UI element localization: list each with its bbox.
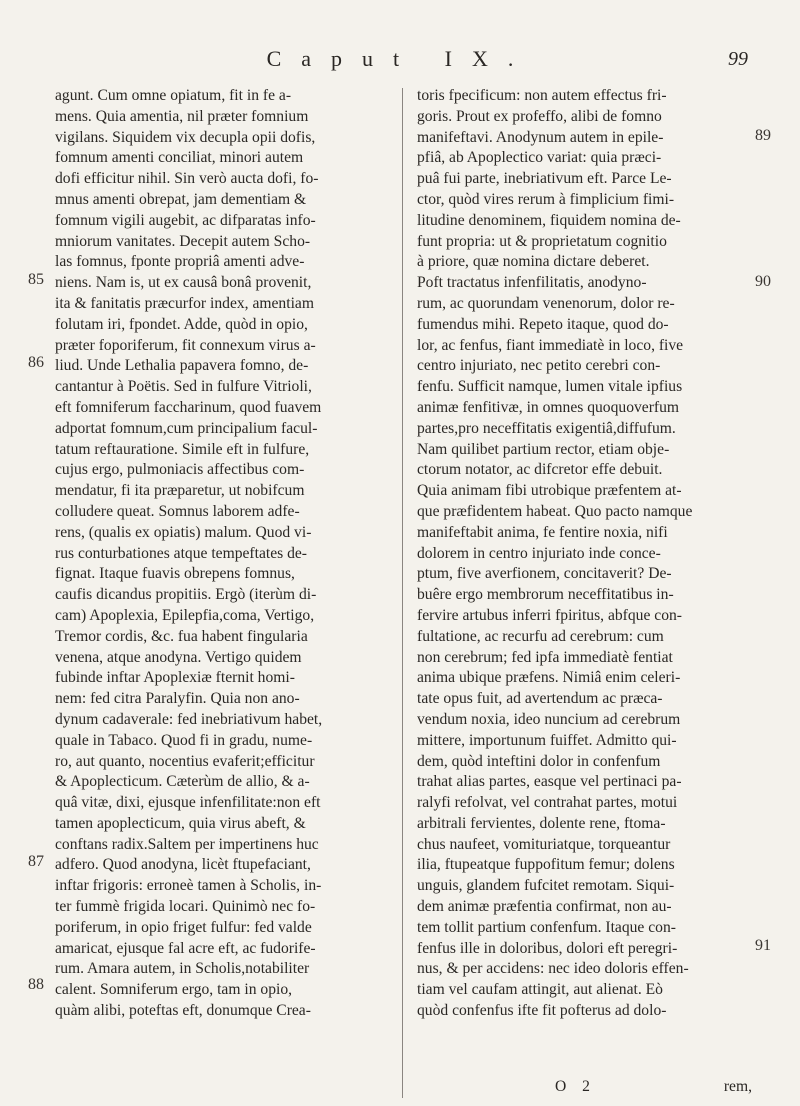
text-line: mittere, importunum fuiffet. Admitto qui- (417, 731, 677, 749)
text-line: ro, aut quanto, nocentius evaferit;efficitur (55, 752, 315, 770)
text-line: dofi efficitur nihil. Sin verò aucta dofi, fo- (55, 170, 319, 188)
text-line: que præfidentem habeat. Quo pacto namque (417, 502, 693, 520)
text-line: pfiâ, ab Apoplectico variat: quia præci- (417, 149, 662, 167)
text-line: unguis, glandem fufcitet remotam. Siqui- (417, 877, 675, 895)
text-line: fignat. Itaque fuavis obrepens fomnus, (55, 565, 295, 583)
text-line: mnus amenti obrepat, jam dementiam & (55, 190, 307, 208)
text-line: venena, atque anodyna. Vertigo quidem (55, 648, 302, 666)
text-line: à priore, quæ nomina dictare deberet. (417, 253, 650, 271)
text-line: rum, ac quorundam venenorum, dolor re- (417, 294, 675, 312)
text-line: arbitrali fervientes, dolente rene, ftoma- (417, 814, 666, 832)
signature-mark: O 2 (555, 1078, 596, 1095)
text-line: mendatur, fi ita præparetur, ut nobifcum (55, 482, 305, 500)
text-line: nem: fed citra Paralyfin. Quia non ano- (55, 690, 300, 708)
text-line: rum. Amara autem, in Scholis,notabiliter (55, 960, 310, 978)
text-line: tatum reftauratione. Simile eft in fulfure, (55, 440, 310, 458)
text-line: ita & fanitatis præcurfor index, amentiam (55, 294, 314, 312)
column-divider (402, 88, 403, 1098)
text-line: centro injuriato, nec petito cerebri con- (417, 357, 661, 375)
text-line: adportat fomnum,cum principalium facul- (55, 419, 318, 437)
text-line: non cerebrum; fed ipfa immediatè fentiat (417, 648, 673, 666)
text-line: ctorum notator, ac difcretor effe debuit. (417, 461, 663, 479)
page-number: 99 (728, 48, 748, 70)
text-line: agunt. Cum omne opiatum, fit in fe a- (55, 87, 292, 104)
text-line: mniorum vanitates. Decepit autem Scho- (55, 232, 311, 250)
text-line: Poft tractatus infenfilitatis, anodyno- (417, 274, 647, 292)
text-line: cantantur à Poëtis. Sed in fulfure Vitrioli, (55, 378, 312, 396)
text-line: nus, & per accidens: nec ideo doloris effen- (417, 960, 689, 978)
text-line: vendum noxia, ideo nuncium ad cerebrum (417, 710, 681, 728)
text-line: fumendus mihi. Repeto itaque, quod do- (417, 315, 669, 333)
text-line: tate opus fuit, ad avertendum ac præca- (417, 690, 663, 708)
margin-number-87: 87 (28, 853, 44, 870)
text-line: fomnum vigili augebit, ac difparatas info- (55, 211, 316, 229)
margin-number-88: 88 (28, 976, 44, 993)
text-line: animæ fenfitivæ, in omnes quoquoverfum (417, 398, 680, 416)
text-line: ter fummè frigida locari. Quinimò nec fo- (55, 898, 316, 916)
text-line: anima ubique præfens. Nimiâ enim celeri- (417, 669, 681, 687)
margin-number-90: 90 (755, 273, 771, 290)
text-line: chus naufeet, vomituriatque, torqueantur (417, 835, 671, 853)
text-line: buêre ergo membrorum neceffitatibus in- (417, 586, 674, 604)
text-line: mens. Quia amentia, nil præter fomnium (55, 107, 309, 125)
text-line: tamen apoplecticum, quia virus abeft, & (55, 814, 306, 832)
text-line: trahat alias partes, easque vel pertinaci pa- (417, 773, 682, 791)
text-line: conftans radix.Saltem per impertinens huc (55, 835, 319, 853)
text-line: quòd confenfus ifte fit pofterus ad dolo- (417, 1002, 667, 1020)
text-line: fomnum amenti conciliat, minori autem (55, 149, 304, 167)
margin-number-91: 91 (755, 937, 771, 954)
text-line: rens, (qualis ex opiatis) malum. Quod vi- (55, 523, 312, 541)
running-head: Caput IX. (266, 46, 534, 71)
text-line: quale in Tabaco. Quod fi in gradu, nume- (55, 731, 313, 749)
text-line: folutam iri, fpondet. Adde, quòd in opio, (55, 315, 308, 333)
text-line: colludere queat. Somnus laborem adfe- (55, 502, 300, 520)
text-line: Quia animam fibi utrobique præfentem at- (417, 482, 682, 500)
text-line: quâ vitæ, dixi, ejusque infenfilitate:non eft (55, 794, 321, 812)
text-line: ptum, five averfionem, concitaverit? De- (417, 565, 672, 583)
text-line: liud. Unde Lethalia papavera fomno, de- (55, 357, 309, 375)
text-line: lor, ac fenfus, fiant immediatè in loco, five (417, 336, 684, 354)
text-line: fervire artubus inferri fpiritus, abfque con- (417, 606, 682, 624)
page-header (0, 46, 800, 80)
text-line: fenfus ille in doloribus, dolori eft peregri- (417, 939, 678, 957)
text-line: ralyfi refolvat, vel contrahat partes, motui (417, 794, 678, 812)
text-line: partes,pro neceffitatis exigentiâ,diffufum. (417, 419, 676, 437)
text-line: las fomnus, fponte propriâ amenti adve- (55, 253, 305, 271)
text-line: inftar frigoris: erroneè tamen à Scholis, in- (55, 877, 322, 895)
text-line: fubinde inftar Apoplexiæ fternit homi- (55, 669, 295, 687)
text-line: dem animæ præfentia confirmat, non au- (417, 898, 672, 916)
text-line: ilia, ftupeatque fuppofitum femur; dolens (417, 856, 675, 874)
text-line: manifeftabit anima, fe fentire noxia, nifi (417, 523, 668, 541)
text-line: funt propria: ut & proprietatum cognitio (417, 232, 667, 250)
text-line: fenfu. Sufficit namque, lumen vitale ipfius (417, 378, 683, 396)
text-line: manifeftavi. Anodynum autem in epile- (417, 128, 664, 146)
right-column (417, 86, 752, 1022)
text-line: goris. Prout ex profeffo, alibi de fomno (417, 107, 662, 125)
text-line: puâ fui parte, inebriativum eft. Parce Le- (417, 170, 672, 188)
catchword: rem, (723, 1078, 752, 1095)
text-line: adfero. Quod anodyna, licèt ftupefaciant, (55, 856, 311, 874)
text-line: cam) Apoplexia, Epilepfia,coma, Vertigo, (55, 606, 315, 624)
text-line: niens. Nam is, ut ex causâ bonâ provenit, (55, 274, 312, 292)
margin-number-85: 85 (28, 271, 44, 288)
text-line: fultatione, ac recurfu ad cerebrum: cum (417, 627, 664, 645)
text-line: vigilans. Siquidem vix decupla opii dofis, (55, 128, 316, 146)
text-line: quàm alibi, poteftas eft, donumque Crea- (55, 1002, 311, 1020)
page-footer (417, 1078, 752, 1100)
text-line: eft fomniferum faccharinum, quod fuavem (55, 398, 322, 416)
text-line: ctor, quòd vires rerum à fimplicium fimi- (417, 190, 675, 208)
text-line: dynum cadaverale: fed inebriativum habet, (55, 710, 323, 728)
text-line: & Apoplecticum. Cæterùm de allio, & a- (55, 773, 310, 791)
text-line: toris fpecificum: non autem effectus fri- (417, 87, 667, 104)
margin-number-89: 89 (755, 127, 771, 144)
text-line: Tremor cordis, &c. fua habent fingularia (55, 627, 308, 645)
text-line: tem tollit partium confenfum. Itaque con- (417, 918, 676, 936)
text-line: amaricat, ejusque fal acre eft, ac fudorife- (55, 939, 316, 957)
text-line: tiam vel caufam attingit, aut alienat. Eò (417, 981, 663, 999)
text-line: calent. Somniferum ergo, tam in opio, (55, 981, 293, 999)
text-line: poriferum, in opio friget fulfur: fed valde (55, 918, 312, 936)
text-line: caufis dicandus propitiis. Ergò (iterùm di- (55, 586, 317, 604)
text-line: litudine denominem, fiquidem nomina de- (417, 211, 681, 229)
margin-number-86: 86 (28, 354, 44, 371)
text-line: dem, quòd inteftini dolor in confenfum (417, 752, 661, 770)
text-line: præter foporiferum, fit connexum virus a- (55, 336, 316, 354)
text-line: Nam quilibet partium rector, etiam obje- (417, 440, 670, 458)
text-line: dolorem in centro injuriato inde conce- (417, 544, 661, 562)
text-line: rus conturbationes atque tempeftates de- (55, 544, 308, 562)
left-column (55, 86, 392, 1022)
text-line: cujus ergo, pulmoniacis affectibus com- (55, 461, 305, 479)
